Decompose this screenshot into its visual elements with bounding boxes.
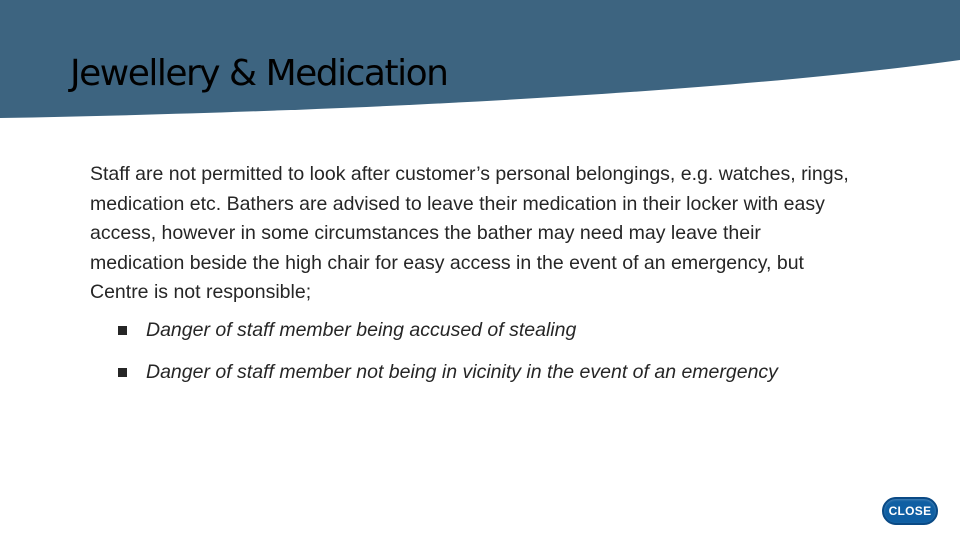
bullet-list	[118, 316, 818, 399]
slide-title: Jewellery & Medication	[70, 53, 448, 94]
body-paragraph: Staff are not permitted to look after customer’s personal belongings, e.g. watches, rings, medication etc. Bathers are advised to leave their medication in their locker with easy access, however in some circumstances the bather may need may leave their medication beside the high chair for easy access in the event of an emergency, but Centre is not responsible;	[90, 163, 849, 303]
bullet-text: Danger of staff member not being in vicinity in the event of an emergency	[146, 360, 778, 383]
bullet-square-icon	[118, 326, 127, 335]
bullet-text: Danger of staff member being accused of stealing	[146, 319, 577, 341]
list-item	[118, 316, 818, 346]
bullet-square-icon	[118, 368, 127, 377]
close-button[interactable]: CLOSE	[882, 497, 938, 525]
list-item	[118, 358, 818, 388]
